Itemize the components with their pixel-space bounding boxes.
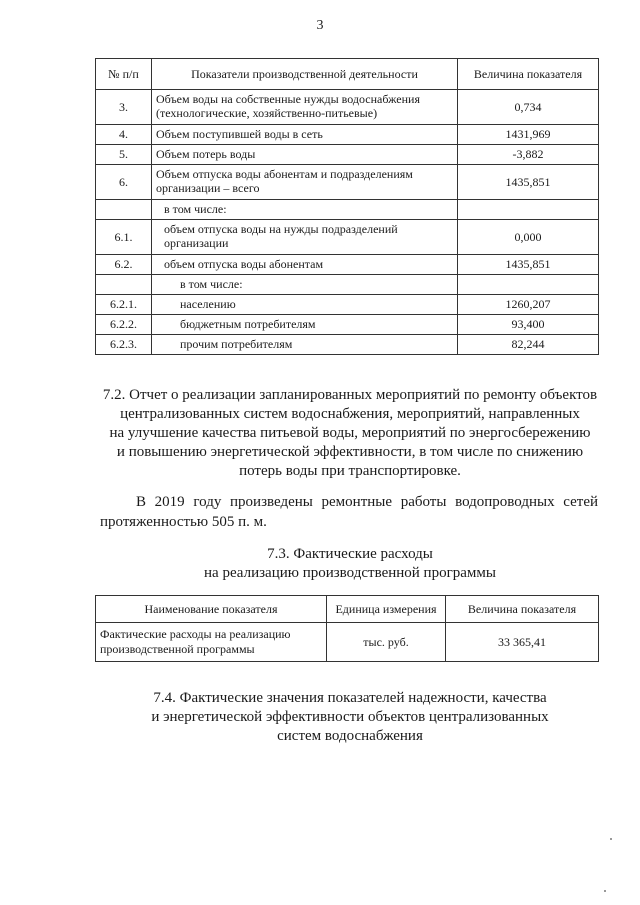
row-label: Объем воды на собственные нужды водоснабжения (технологические, хозяйственно-питьевые) [152,90,458,125]
heading-line: 7.3. Фактические расходы [267,546,433,562]
heading-line: систем водоснабжения [277,728,423,744]
row-label: бюджетным потребителям [152,315,458,335]
table-row [96,623,599,662]
page-number: 3 [316,18,324,33]
heading-line: централизованных систем водоснабжения, мероприятий, направленных [120,406,580,422]
row-value [458,275,599,295]
row-value: 0,734 [458,90,599,125]
row-label: прочим потребителям [152,335,458,355]
table-row [96,90,599,125]
row-value: -3,882 [458,145,599,165]
heading-line: потерь воды при транспортировке. [239,463,461,479]
row-label: в том числе: [152,200,458,220]
header-unit: Единица измерения [327,596,446,623]
heading-line: и энергетической эффективности объектов централизованных [151,709,549,725]
actual-expenses-table [95,595,599,662]
row-number: 5. [96,145,152,165]
table-row [96,315,599,335]
header-value: Величина показателя [446,596,599,623]
row-number [96,200,152,220]
row-label: в том числе: [152,275,458,295]
heading-line: на реализацию производственной программы [204,565,496,581]
row-label: объем отпуска воды абонентам [152,255,458,275]
expense-unit: тыс. руб. [327,623,446,662]
row-value: 93,400 [458,315,599,335]
table-row [96,165,599,200]
header-value: Величина показателя [458,59,599,90]
row-number [96,275,152,295]
table-row [96,335,599,355]
heading-line: на улучшение качества питьевой воды, мероприятий по энергосбережению [109,425,591,441]
expense-name: Фактические расходы на реализацию производственной программы [96,623,327,662]
table-header-row [96,596,599,623]
row-number: 6.1. [96,220,152,255]
table-row [96,295,599,315]
expense-value: 33 365,41 [446,623,599,662]
header-name: Наименование показателя [96,596,327,623]
heading-line: 7.2. Отчет о реализации запланированных мероприятий по ремонту объектов [102,387,598,403]
row-number: 3. [96,90,152,125]
row-value [458,200,599,220]
row-value: 0,000 [458,220,599,255]
row-number: 6. [96,165,152,200]
table-row [96,255,599,275]
row-value: 1435,851 [458,165,599,200]
header-number: № п/п [96,59,152,90]
row-label: Объем поступившей воды в сеть [152,125,458,145]
row-label: Объем потерь воды [152,145,458,165]
row-number: 6.2.3. [96,335,152,355]
heading-line: 7.4. Фактические значения показателей надежности, качества [153,690,547,706]
row-value: 1260,207 [458,295,599,315]
table-row [96,220,599,255]
table-row [96,125,599,145]
table-row [96,275,599,295]
row-number: 6.2.2. [96,315,152,335]
scan-speck [610,838,612,840]
row-value: 82,244 [458,335,599,355]
row-value: 1431,969 [458,125,599,145]
row-value: 1435,851 [458,255,599,275]
heading-line: и повышению энергетической эффективности, в том числе по снижению [116,444,584,460]
repair-works-paragraph: В 2019 году произведены ремонтные работы водопроводных сетей протяженностью 505 п. м. [100,494,598,530]
row-number: 4. [96,125,152,145]
table-row [96,145,599,165]
header-indicator: Показатели производственной деятельности [152,59,458,90]
scan-speck [604,890,606,892]
row-label: населению [152,295,458,315]
table-header-row [96,59,599,90]
row-number: 6.2. [96,255,152,275]
production-indicators-table [95,58,599,355]
row-label: объем отпуска воды на нужды подразделений организации [152,220,458,255]
row-label: Объем отпуска воды абонентам и подразделениям организации – всего [152,165,458,200]
row-number: 6.2.1. [96,295,152,315]
table-row [96,200,599,220]
